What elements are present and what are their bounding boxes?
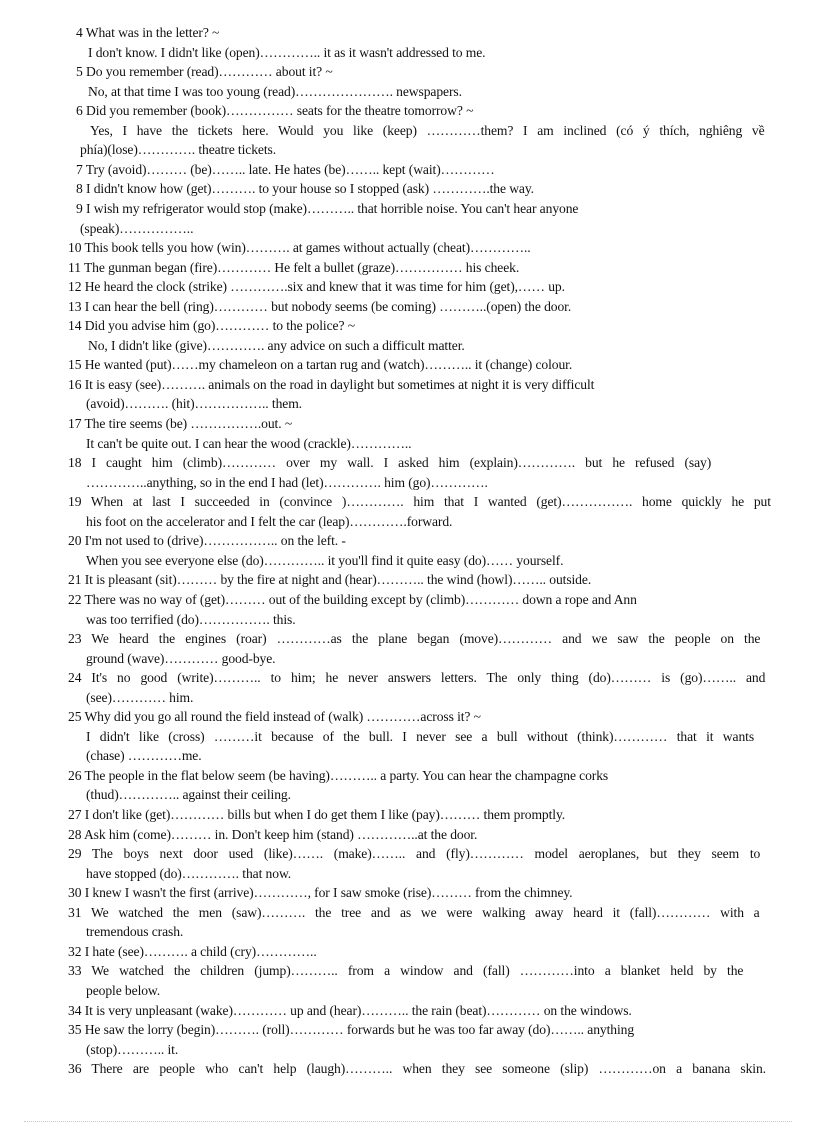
exercise-item-line: 26 The people in the flat below seem (be having)……….. a party. You can hear the champagne corks (68, 767, 609, 783)
page-bottom-rule (24, 1121, 792, 1122)
exercise-item-line: 8 I didn't know how (get)………. to your house so I stopped (ask) ………….the way. (76, 181, 534, 197)
exercise-item-line: 34 It is very unpleasant (wake)………… up and (hear)……….. the rain (beat)………… on the windows. (68, 1002, 632, 1018)
exercise-item-line: 4 What was in the letter? ~ (76, 25, 220, 40)
exercise-continuation-line: ground (wave)………… good-bye. (86, 650, 276, 666)
exercise-item-line: 29 The boys next door used (like)……. (make)…….. and (fly)………… model aeroplanes, but they seem to (68, 846, 761, 862)
exercise-item-line: 19 When at last I succeeded in (convince )…………. him that I wanted (get)……………. home quickly he put (68, 494, 771, 510)
exercise-item-line: 25 Why did you go all round the field instead of (walk) …………across it? ~ (68, 709, 481, 725)
exercise-item-line: 20 I'm not used to (drive)…………….. on the left. - (68, 533, 346, 549)
exercise-item-line: 32 I hate (see)………. a child (cry)………….. (68, 943, 317, 959)
exercise-item-line: 24 It's no good (write)……….. to him; he never answers letters. The only thing (do)……… is (go)…….. and (68, 670, 766, 686)
exercise-item-line: 30 I knew I wasn't the first (arrive)…………, for I saw smoke (rise)……… from the chimney. (68, 885, 573, 901)
exercise-item-line: 13 I can hear the bell (ring)………… but nobody seems (be coming) ………..(open) the door. (68, 298, 572, 314)
exercise-continuation-line: (speak)…………….. (80, 220, 194, 236)
exercise-item-line: 5 Do you remember (read)………… about it? ~ (76, 64, 333, 80)
exercise-item-line: 27 I don't like (get)………… bills but when I do get them I like (pay)……… them promptly. (68, 807, 566, 822)
exercise-item-line: 23 We heard the engines (roar) …………as the plane began (move)………… and we saw the people on the (68, 631, 761, 647)
exercise-item-line: 22 There was no way of (get)……… out of the building except by (climb)………… down a rope and Ann (68, 591, 637, 607)
exercise-continuation-line: people below. (86, 982, 161, 998)
exercise-item-line: 10 This book tells you how (win)………. at games without actually (cheat)………….. (68, 240, 531, 256)
exercise-item-line: 31 We watched the men (saw)………. the tree and as we were walking away heard it (fall)………… with a (68, 904, 760, 920)
exercise-continuation-line: his foot on the accelerator and I felt the car (leap)………….forward. (86, 513, 453, 529)
exercise-continuation-line: No, at that time I was too young (read)…………………. newspapers. (88, 83, 462, 99)
exercise-item-line: 21 It is pleasant (sit)……… by the fire at night and (hear)……….. the wind (howl)…….. outside. (68, 572, 592, 588)
exercise-continuation-line: I didn't like (cross) ………it because of the bull. I never see a bull without (think)………… that it wants (86, 728, 755, 744)
exercise-continuation-line: No, I didn't like (give)…………. any advice on such a difficult matter. (88, 337, 465, 353)
exercise-item-line: 17 The tire seems (be) …………….out. ~ (68, 416, 293, 431)
exercise-item-line: 18 I caught him (climb)………… over my wall. I asked him (explain)…………. but he refused (say) (68, 455, 712, 471)
exercise-continuation-line: I don't know. I didn't like (open)………….. it as it wasn't addressed to me. (88, 44, 486, 60)
exercise-continuation-line: (see)………… him. (86, 689, 194, 705)
exercise-continuation-line: phía)(lose)…………. theatre tickets. (80, 142, 277, 158)
exercise-item-line: 7 Try (avoid)……… (be)…….. late. He hates (be)…….. kept (wait)………… (76, 161, 495, 177)
exercise-item-line: 11 The gunman began (fire)………… He felt a bullet (graze)…………… his cheek. (68, 259, 520, 275)
exercise-continuation-line: …………..anything, so in the end I had (let)…………. him (go)…………. (86, 474, 488, 490)
exercise-continuation-line: When you see everyone else (do)………….. it you'll find it quite easy (do)…… yourself. (86, 552, 564, 568)
exercise-continuation-line: Yes, I have the tickets here. Would you like (keep) …………them? I am inclined (có ý thích, nghiêng về (90, 122, 765, 138)
exercise-continuation-line: (thud)………….. against their ceiling. (86, 787, 291, 803)
exercise-continuation-line: (stop)……….. it. (86, 1041, 179, 1057)
exercise-continuation-line: (avoid)………. (hit)…………….. them. (86, 396, 302, 412)
exercise-item-line: 35 He saw the lorry (begin)………. (roll)………… forwards but he was too far away (do)…….. anything (68, 1022, 635, 1038)
exercise-continuation-line: was too terrified (do)……………. this. (86, 611, 296, 627)
exercise-item-line: 36 There are people who can't help (laugh)……….. when they see someone (slip) …………on a banana skin. (68, 1061, 766, 1077)
exercise-item-line: 28 Ask him (come)……… in. Don't keep him (stand) …………..at the door. (68, 826, 478, 842)
exercise-item-line: 33 We watched the children (jump)……….. from a window and (fall) …………into a blanket held by the (68, 963, 744, 979)
exercise-item-line: 9 I wish my refrigerator would stop (make)……….. that horrible noise. You can't hear anyone (76, 200, 579, 216)
exercise-item-line: 15 He wanted (put)……my chameleon on a tartan rug and (watch)……….. it (change) colour. (68, 357, 573, 373)
exercise-item-line: 12 He heard the clock (strike) ………….six and knew that it was time for him (get),…… up. (68, 279, 565, 295)
exercise-item-line: 16 It is easy (see)………. animals on the road in daylight but sometimes at night it is very difficult (68, 376, 595, 392)
exercise-item-line: 14 Did you advise him (go)………… to the police? ~ (68, 318, 355, 334)
exercise-continuation-line: tremendous crash. (86, 924, 184, 940)
exercise-continuation-line: have stopped (do)…………. that now. (86, 865, 292, 881)
exercise-item-line: 6 Did you remember (book)…………… seats for the theatre tomorrow? ~ (76, 103, 474, 119)
exercise-continuation-line: (chase) …………me. (86, 748, 202, 764)
exercise-continuation-line: It can't be quite out. I can hear the wood (crackle)………….. (86, 435, 412, 451)
